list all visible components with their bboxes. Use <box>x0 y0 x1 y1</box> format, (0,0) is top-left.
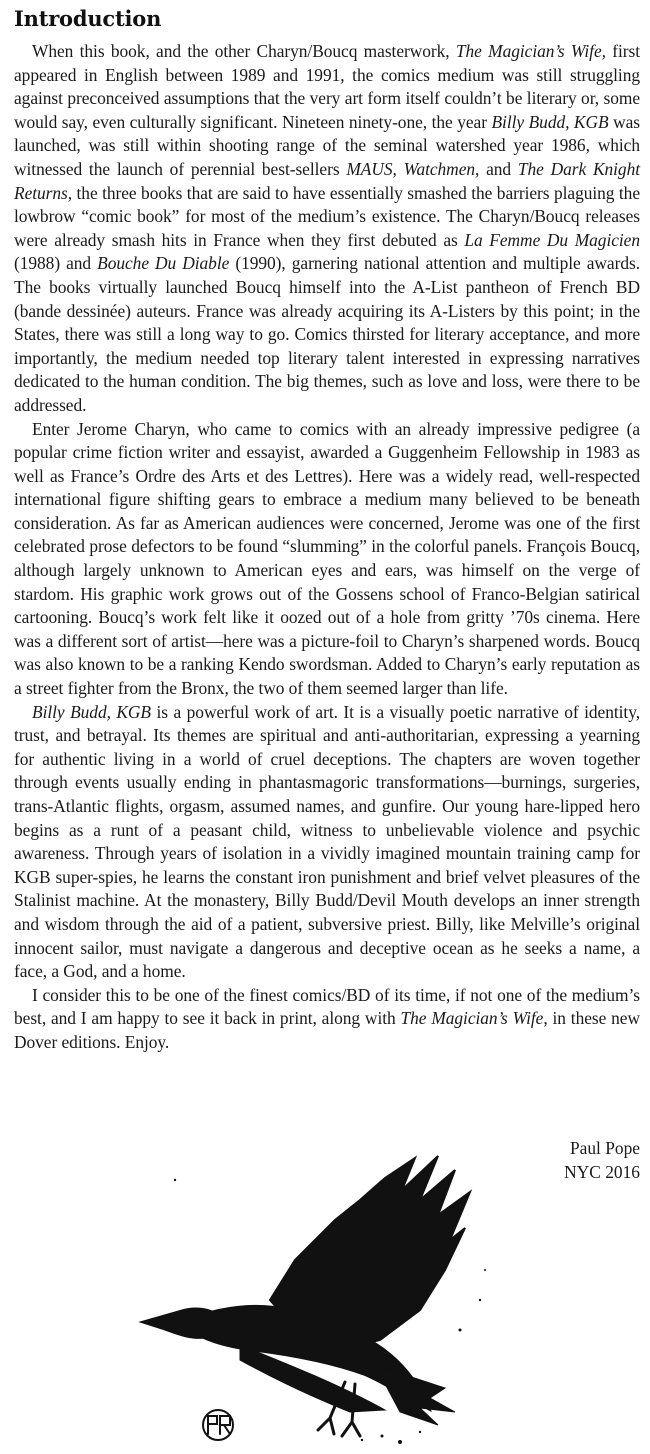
crow-illustration <box>120 1150 570 1450</box>
italic-title-run: The Magician’s Wife, <box>400 1008 548 1029</box>
paragraph <box>14 418 640 701</box>
italic-title-run: Billy Budd, KGB <box>32 701 152 722</box>
crow-head <box>140 1308 221 1338</box>
paragraph <box>14 40 640 418</box>
italic-title-run: The Dark Knight Returns, <box>14 158 640 203</box>
text-run: (1988) and <box>14 253 98 274</box>
paragraph <box>14 984 640 1055</box>
introduction-body <box>14 40 640 1055</box>
text-run: and <box>479 158 518 179</box>
signature <box>564 1136 640 1184</box>
signature-name: Paul Pope <box>569 1138 640 1158</box>
italic-title-run: Bouche Du Diable <box>97 253 230 274</box>
paragraph <box>14 701 640 984</box>
introduction-page <box>14 0 640 1055</box>
text-run: When this book, and the other Charyn/Boucq masterwork, <box>32 41 456 61</box>
italic-title-run: Billy Budd, KGB <box>491 111 609 132</box>
text-run: in these new Dover editions. Enjoy. <box>14 1008 640 1052</box>
italic-title-run: La Femme Du Magicien <box>464 229 640 250</box>
text-run: the three books that are said to have essentially smashed the barriers plaguing the lowbrow “comic book” for most of the medium’s existence. The Charyn/Boucq releases were already smash hits in France when they first debuted as <box>14 182 640 250</box>
ink-splatter <box>398 1440 402 1444</box>
text-run: (1990), garnering national attention and multiple awards. The books virtually launched Boucq himself into the A-List pantheon of French BD (bande dessinée) auteurs. France was already acquiring its A-Listers by this point; in the States, there was still a long way to go. Comics thirsted for literary acceptance, and more importantly, the medium needed top literary talent interested in expressing narratives dedicated to the human condition. The big themes, such as love and loss, were there to be addressed. <box>14 253 640 415</box>
text-run: I consider this to be one of the finest comics/BD of its time, if not one of the medium’s best, and I am happy to see it back in print, along with <box>14 984 640 1029</box>
signature-place-date: NYC 2016 <box>564 1162 640 1182</box>
text-run: is a powerful work of art. It is a visually poetic narrative of identity, trust, and betrayal. Its themes are spiritual and anti-authoritarian, expressing a yearning for authentic living in a world of cruel deceptions. The chapters are woven together through events usually ending in phantasmagoric transformations—burnings, surgeries, trans-Atlantic flights, orgasm, assumed names, and gunfire. Our young hare-lipped hero begins as a runt of a peasant child, witness to unbelievable violence and psychic awareness. Through years of isolation in a vividly imagined mountain training camp for KGB super-spies, he learns the constant iron punishment and brief velvet pleasures of the Stalinist machine. At the monastery, Billy Budd/Devil Mouth develops an inner strength and wisdom through the aid of a patient, subversive priest. Billy, like Melville’s original innocent sailor, must navigate a dangerous and deceptive ocean as he seeks a name, a face, a God, and a home. <box>14 701 641 982</box>
text-run: was launched, was still within shooting range of the seminal watershed year 1986, which witnessed the launch of perennial best-sellers <box>14 111 641 179</box>
italic-title-run: The Magician’s Wife, <box>455 41 606 61</box>
italic-title-run: MAUS, Watchmen, <box>346 158 480 179</box>
page-title: Introduction <box>14 6 162 31</box>
artist-seal <box>203 1410 233 1440</box>
text-run: first appeared in English between 1989 and 1991, the comics medium was still struggling against preconceived assumptions that the very art form itself couldn’t be literary or, some would say, even culturally significant. Nineteen ninety-one, the year <box>14 41 640 132</box>
crow-tail <box>375 1365 455 1425</box>
text-run: Enter Jerome Charyn, who came to comics with an already impressive pedigree (a popular crime fiction writer and essayist, awarded a Guggenheim Fellowship in 1983 as well as France’s Ordre des Arts et des Lettres). Here was a widely read, well-respected international figure shifting gears to embrace a medium many believed to be beneath consideration. As far as American audiences were concerned, Jerome was one of the first celebrated prose defectors to be found “slumming” in the colorful panels. François Boucq, although largely unknown to American eyes and ears, was himself on the verge of stardom. His graphic work grows out of the Gossens school of Franco-Belgian satirical cartooning. Boucq’s work felt like it oozed out of a hole from gritty ’70s cinema. Here was a different sort of artist—here was a picture-foil to Charyn’s sharpened words. Boucq was also known to be a ranking Kendo swordsman. Added to Charyn’s early reputation as a street fighter from the Bronx, the two of them seemed larger than life. <box>14 418 640 699</box>
